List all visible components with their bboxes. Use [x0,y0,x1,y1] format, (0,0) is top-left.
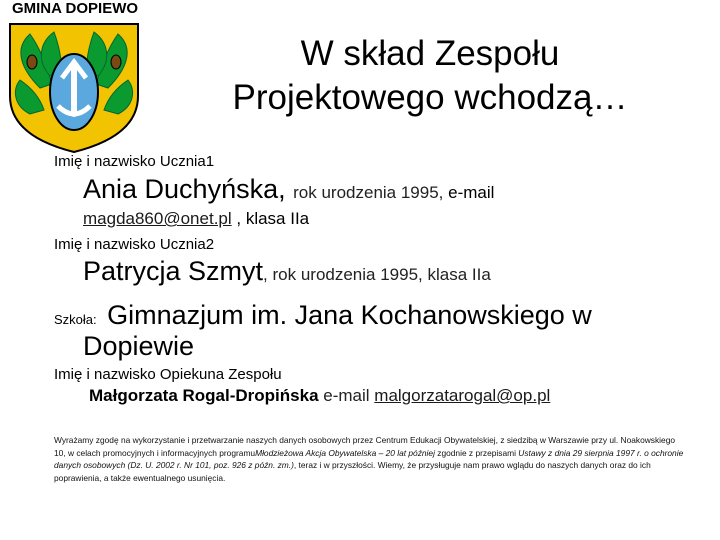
crest-label: GMINA DOPIEWO [11,0,139,17]
student1-row2 [83,209,309,229]
supervisor-name: Małgorzata Rogal-Dropińska [89,386,319,405]
student2-details: , rok urodzenia 1995, klasa IIa [263,265,491,284]
consent-part2: zgodnie z przepisami [434,447,519,458]
slide-title [150,32,710,120]
supervisor-row [89,386,550,406]
student2-row [83,256,491,287]
supervisor-email-link[interactable]: malgorzatarogal@op.pl [374,386,551,405]
school-label: Szkoła: [54,312,97,327]
school-name-line2: Dopiewie [83,331,195,361]
student1-email-link[interactable]: magda860@onet.pl [83,209,232,228]
student1-email-label: e-mail [443,183,495,202]
school-row [54,300,592,331]
student1-comma: , [278,174,294,204]
student1-label: Imię i nazwisko Ucznia1 [54,153,215,170]
school-name-line1: Gimnazjum im. Jana Kochanowskiego w [107,300,592,330]
consent-text [54,434,684,484]
supervisor-email-label: e-mail [318,386,375,405]
consent-part3: , teraz i w przyszłości. Wiemy, że przysługuje nam prawo wglądu do naszych danych oraz do ich poprawienia, a także ewentualnego usunięcia. [54,460,651,483]
student2-name: Patrycja Szmyt [83,256,264,286]
student1-name: Ania Duchyńska [83,174,279,204]
student1-class: , klasa IIa [231,209,310,228]
consent-law: Ustawy z dnia 29 sierpnia 1997 r. o ochronie danych osobowych (Dz. U. 2002 r. Nr 101, poz. 926 z późn. zm.) [54,447,684,470]
coat-of-arms-logo [0,18,148,156]
student1-row [83,174,494,205]
consent-program: Młodzieżowa Akcja Obywatelska – 20 lat później [255,447,435,458]
title-line-1: W skład Zespołu [300,34,560,73]
supervisor-label: Imię i nazwisko Opiekuna Zespołu [54,366,282,383]
title-line-2: Projektowego wchodzą… [232,78,628,117]
student2-label: Imię i nazwisko Ucznia2 [54,236,215,253]
consent-part1: Wyrażamy zgodę na wykorzystanie i przetwarzanie naszych danych osobowych przez Centrum Edukacji Obywatelskiej, z siedzibą w Warszawie przy ul. Noakowskiego 10, w celach promocyjnych i informacyjnych programu [54,435,676,458]
student1-birth: rok urodzenia 1995, [293,183,444,202]
